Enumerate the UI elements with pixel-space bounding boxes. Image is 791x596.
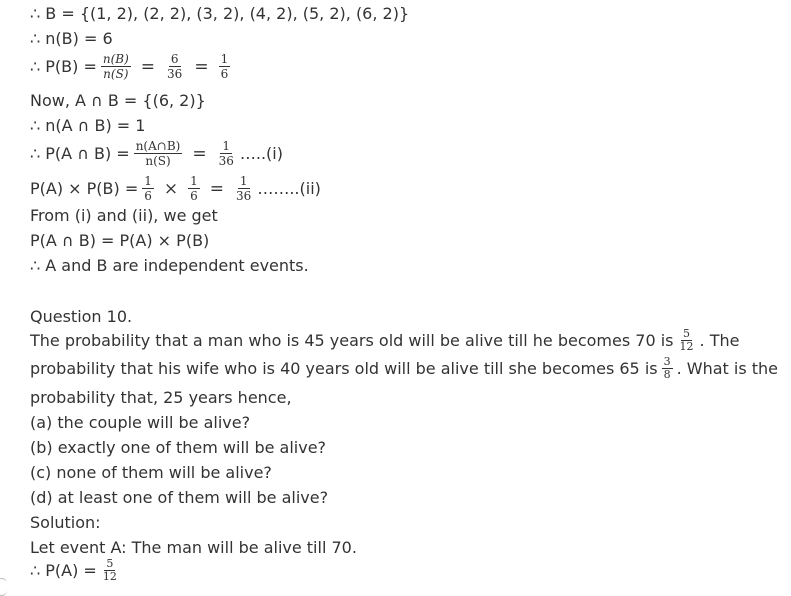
question-text: The probability that a man who is 45 years old will be alive till he becomes 70 is: [30, 331, 674, 350]
denominator: 36: [218, 154, 234, 168]
p-a-label: ∴ P(A) =: [30, 561, 97, 580]
solution-heading: [30, 513, 101, 532]
option-b: [30, 438, 326, 457]
option-d: [30, 488, 328, 507]
product-label: P(A) × P(B) =: [30, 179, 139, 198]
equation-ref-ii: ……..(ii): [257, 179, 321, 198]
numerator: 1: [220, 52, 229, 66]
numerator: 3: [663, 355, 671, 368]
fraction: [234, 174, 253, 203]
question-title-text: Question 10.: [30, 307, 133, 326]
numerator: n(A∩B): [135, 139, 181, 153]
p-b-line: [30, 52, 234, 81]
from-line: [30, 206, 218, 225]
numerator: 1: [190, 174, 198, 188]
equality-line: [30, 231, 209, 250]
option-a: [30, 413, 250, 432]
event-a-text: Let event A: The man will be alive till 70.: [30, 538, 357, 557]
fraction: [101, 558, 119, 583]
n-a-intersect-b-line: [30, 116, 145, 135]
fraction: [134, 139, 183, 168]
from-text: From (i) and (ii), we get: [30, 206, 218, 225]
equals-sign: =: [194, 56, 209, 77]
denominator: 6: [190, 189, 198, 203]
question-line-3: [30, 388, 292, 407]
fraction: [662, 356, 673, 381]
option-b-text: (b) exactly one of them will be alive?: [30, 438, 327, 457]
solution-heading-text: Solution:: [30, 513, 101, 532]
fraction: [101, 52, 131, 81]
fraction: [678, 328, 696, 353]
set-b-line: [30, 4, 409, 23]
fraction: [217, 139, 236, 168]
fraction: [142, 174, 154, 203]
equals-sign: =: [209, 178, 225, 199]
option-c: [30, 463, 272, 482]
question-text: probability that his wife who is 40 years old will be alive till she becomes 65 is: [30, 359, 658, 378]
question-text: . What is the: [676, 359, 779, 378]
a-intersect-b-line: [30, 91, 206, 110]
numerator: 1: [239, 174, 248, 188]
a-intersect-b-text: Now, A ∩ B = {(6, 2)}: [30, 91, 206, 110]
times-sign: ×: [163, 178, 179, 199]
denominator: n(S): [103, 67, 129, 81]
fraction: [219, 52, 231, 81]
question-line-1: [30, 328, 739, 353]
equals-sign: =: [192, 143, 207, 164]
denominator: 6: [220, 67, 229, 81]
fraction: [165, 52, 184, 81]
numerator: 5: [106, 557, 114, 570]
n-a-intersect-b-text: ∴ n(A ∩ B) = 1: [30, 116, 146, 135]
question-text: . The: [699, 331, 740, 350]
p-a-line: [30, 558, 123, 583]
fraction: [188, 174, 200, 203]
denominator: 6: [144, 189, 152, 203]
p-a-intersect-b-line: [30, 139, 283, 168]
p-a-intersect-b-label: ∴ P(A ∩ B) =: [30, 144, 130, 163]
event-a-line: [30, 538, 357, 557]
set-b-text: ∴ B = {(1, 2), (2, 2), (3, 2), (4, 2), (5, 2), (6, 2)}: [30, 4, 410, 23]
conclusion-text: ∴ A and B are independent events.: [30, 256, 309, 275]
option-c-text: (c) none of them will be alive?: [30, 463, 272, 482]
denominator: 36: [167, 67, 183, 81]
question-title: [30, 307, 132, 326]
option-d-text: (d) at least one of them will be alive?: [30, 488, 329, 507]
denominator: 36: [236, 189, 252, 203]
conclusion-line: [30, 256, 309, 275]
p-b-label: ∴ P(B) =: [30, 57, 97, 76]
question-text: probability that, 25 years hence,: [30, 388, 292, 407]
numerator: 1: [144, 174, 152, 188]
numerator: n(B): [102, 52, 129, 66]
denominator: 12: [679, 340, 694, 353]
denominator: 8: [663, 368, 671, 381]
equality-text: P(A ∩ B) = P(A) × P(B): [30, 231, 210, 250]
numerator: 5: [683, 327, 691, 340]
numerator: 6: [170, 52, 179, 66]
question-line-2: [30, 356, 778, 381]
option-a-text: (a) the couple will be alive?: [30, 413, 251, 432]
n-b-text: ∴ n(B) = 6: [30, 29, 113, 48]
numerator: 1: [222, 139, 231, 153]
n-b-line: [30, 29, 113, 48]
denominator: n(S): [145, 154, 171, 168]
equation-ref-i: …..(i): [239, 144, 283, 163]
page-edge-decoration: [0, 578, 7, 596]
equals-sign: =: [140, 56, 156, 77]
denominator: 12: [102, 570, 117, 583]
product-line: [30, 174, 321, 203]
